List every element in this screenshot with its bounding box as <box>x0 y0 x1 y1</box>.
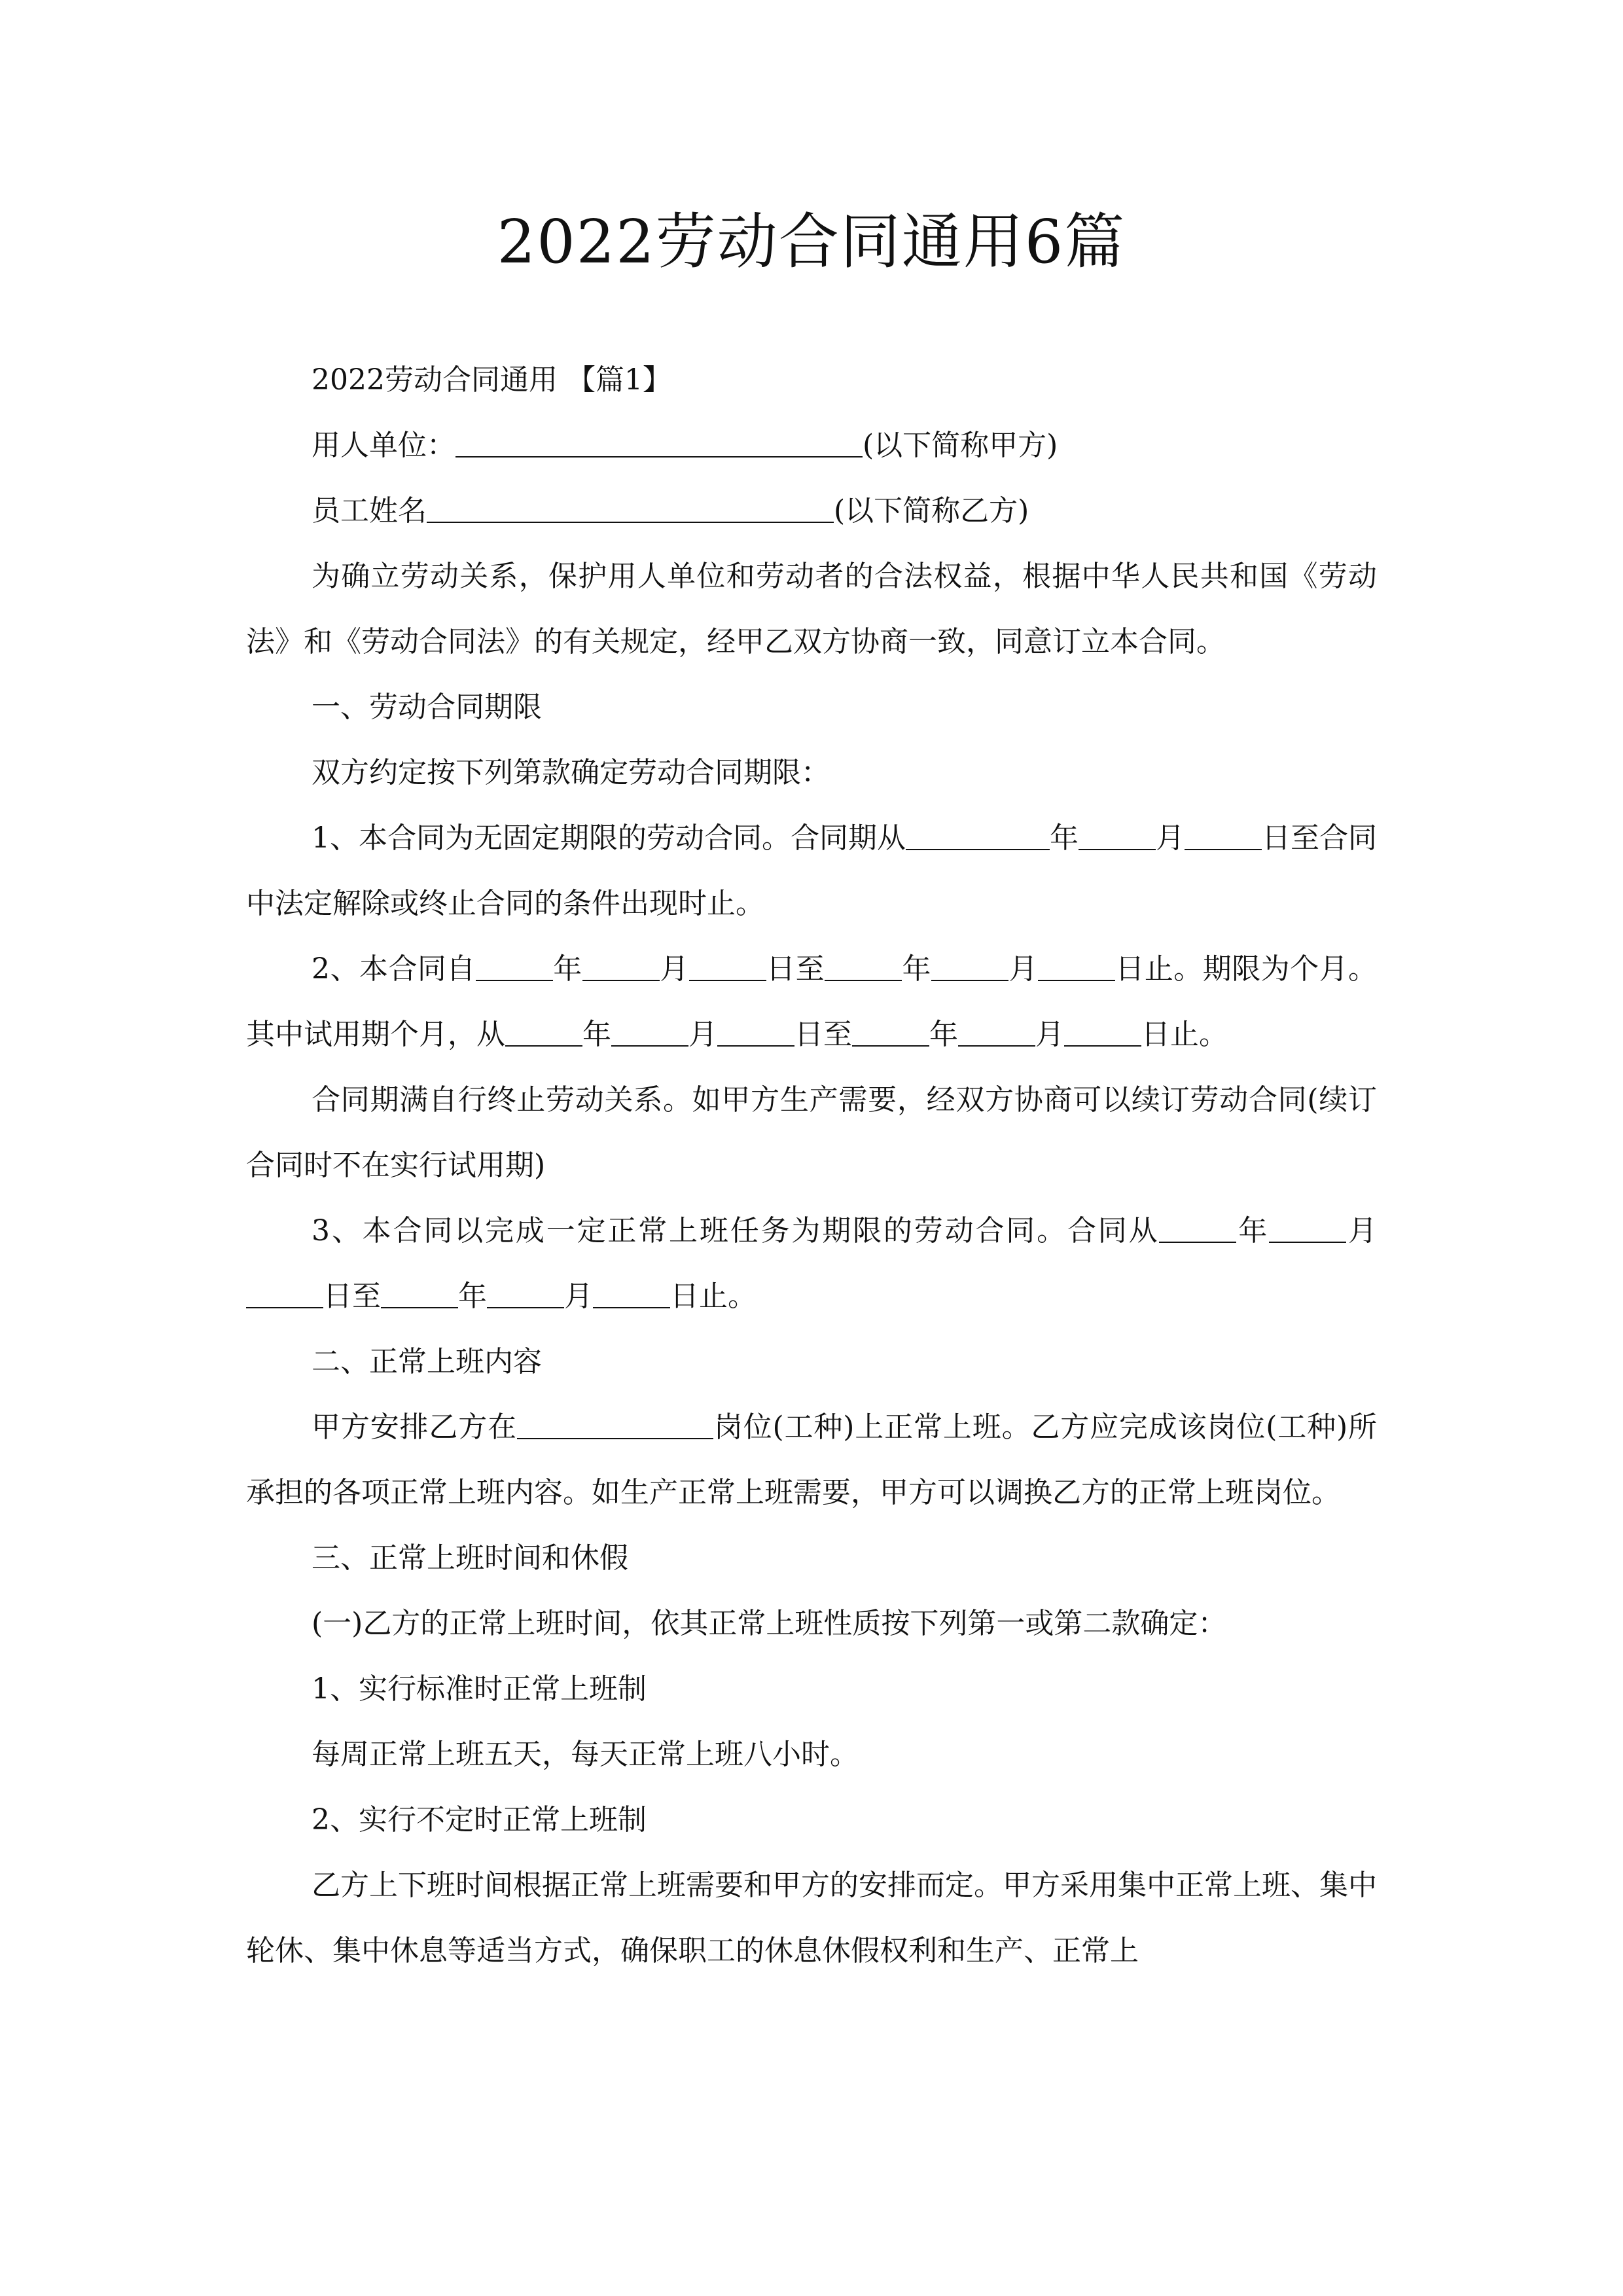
blank <box>1159 1211 1236 1243</box>
employee-blank <box>427 492 834 523</box>
blank <box>582 950 660 981</box>
employer-line <box>246 413 1377 478</box>
term-clause-1: 1、本合同为无固定期限的劳动合同。合同期从 年 月 日至合同中法定解除或终止合同的条件出现时止。 <box>246 806 1377 937</box>
term-clause-3: 3、本合同以完成一定正常上班任务为期限的劳动合同。合同从 年 月日至 年 月 日止。 <box>246 1198 1377 1329</box>
blank <box>1185 819 1262 850</box>
employer-blank <box>455 426 863 457</box>
hours-item-2-detail: 乙方上下班时间根据正常上班需要和甲方的安排而定。甲方采用集中正常上班、集中轮休、集中休息等适当方式，确保职工的休息休假权利和生产、正常上 <box>246 1869 1377 1967</box>
blank <box>825 950 902 981</box>
blank <box>1079 819 1156 850</box>
blank <box>931 950 1008 981</box>
blank <box>1269 1211 1346 1243</box>
section-heading-part-1: 2022劳动合同通用 【篇1】 <box>312 363 671 397</box>
section-heading-term: 一、劳动合同期限 <box>312 691 542 724</box>
hours-item-2: 2、实行不定时正常上班制 <box>312 1803 647 1837</box>
hours-item-1: 1、实行标准时正常上班制 <box>312 1672 647 1706</box>
blank <box>906 819 1050 850</box>
document-title: 2022劳动合同通用6篇 <box>497 207 1126 277</box>
blank <box>246 1277 323 1308</box>
hours-item-1-detail: 每周正常上班五天，每天正常上班八小时。 <box>312 1738 859 1771</box>
employer-abbr: (以下简称甲方) <box>863 429 1058 462</box>
term-renewal-paragraph: 合同期满自行终止劳动关系。如甲方生产需要，经双方协商可以续订劳动合同(续订合同时不在实行试用期) <box>246 1083 1377 1182</box>
hours-intro: (一)乙方的正常上班时间，依其正常上班性质按下列第一或第二款确定： <box>312 1607 1227 1640</box>
preamble-paragraph: 为确立劳动关系，保护用人单位和劳动者的合法权益，根据中华人民共和国《劳动法》和《劳动合同法》的有关规定，经甲乙双方协商一致，同意订立本合同。 <box>246 560 1377 658</box>
blank <box>593 1277 670 1308</box>
section-heading-duties: 二、正常上班内容 <box>312 1345 542 1378</box>
employee-label: 员工姓名 <box>312 494 427 528</box>
blank <box>517 1408 713 1439</box>
term-intro: 双方约定按下列第款确定劳动合同期限： <box>312 756 830 789</box>
blank <box>958 1015 1035 1047</box>
employee-line <box>246 478 1377 544</box>
blank <box>1038 950 1115 981</box>
blank <box>611 1015 688 1047</box>
blank <box>476 950 553 981</box>
duties-paragraph: 甲方安排乙方在 岗位(工种)上正常上班。乙方应完成该岗位(工种)所承担的各项正常上班内容。如生产正常上班需要，甲方可以调换乙方的正常上班岗位。 <box>246 1395 1377 1526</box>
blank <box>689 950 766 981</box>
document-body <box>246 348 1377 1984</box>
blank <box>381 1277 458 1308</box>
blank <box>852 1015 929 1047</box>
blank <box>717 1015 794 1047</box>
term-clause-2: 2、本合同自 年 月 日至 年 月 日止。期限为个月。其中试用期个月，从 年 月 日至 年 月 日止。 <box>246 937 1377 1067</box>
section-heading-hours: 三、正常上班时间和休假 <box>312 1541 628 1575</box>
employer-label: 用人单位： <box>312 429 455 462</box>
blank <box>505 1015 582 1047</box>
blank <box>1064 1015 1141 1047</box>
employee-abbr: (以下简称乙方) <box>834 494 1029 528</box>
blank <box>487 1277 564 1308</box>
